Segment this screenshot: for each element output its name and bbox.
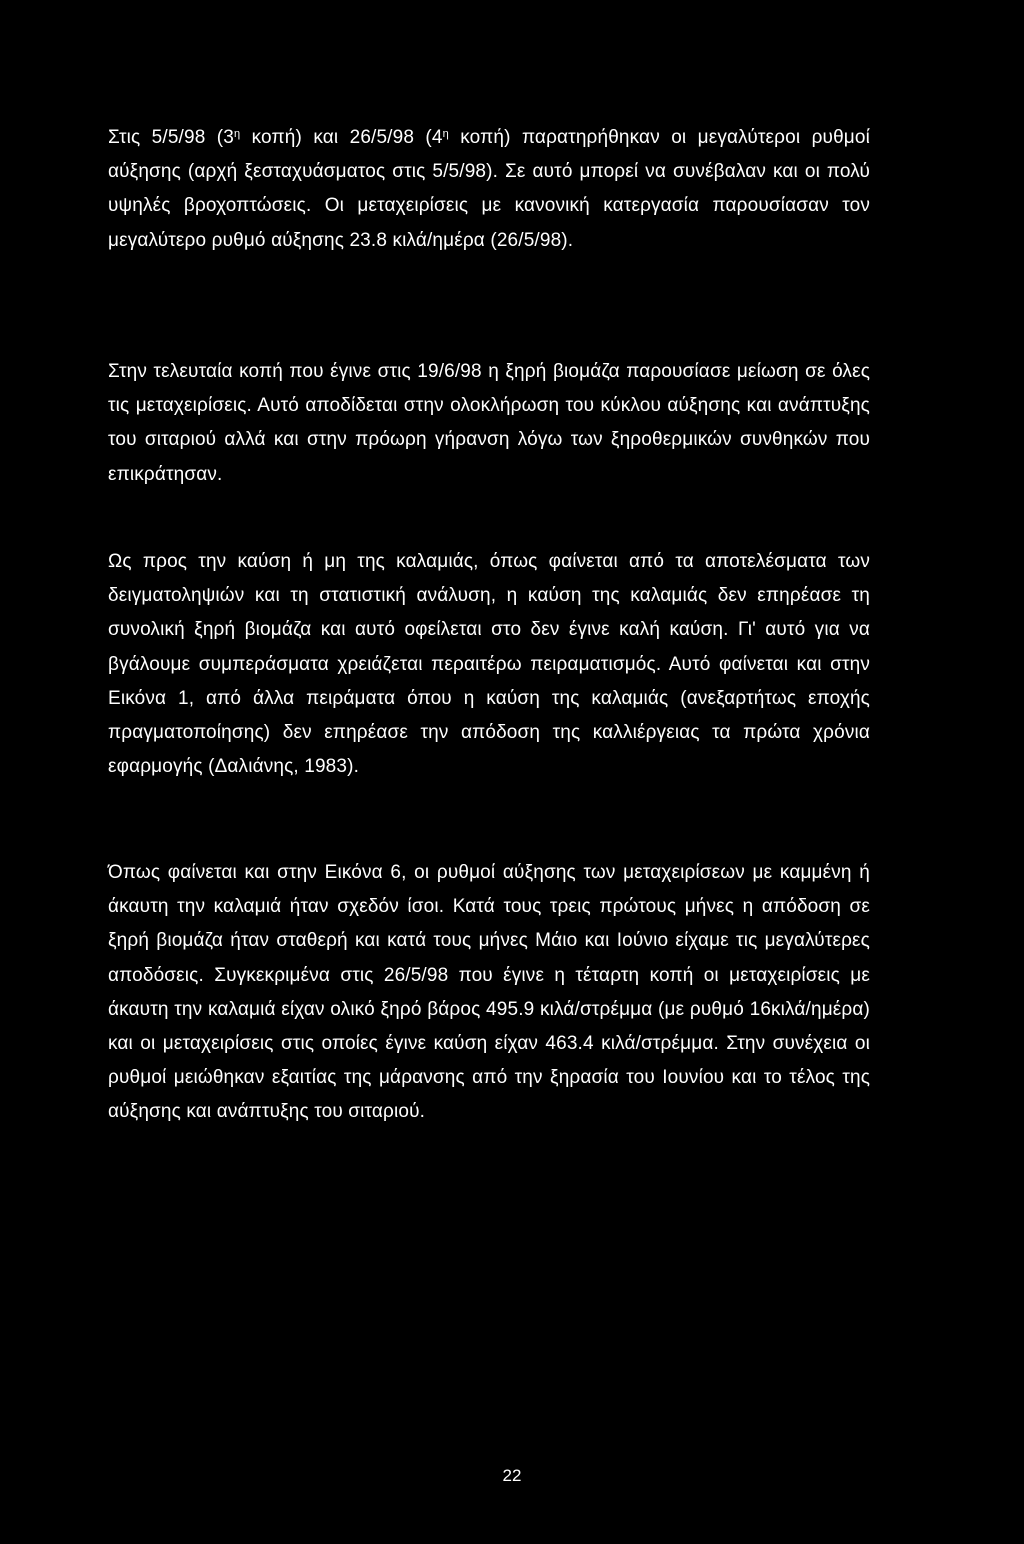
paragraph-text: κοπή) παρατηρήθηκαν οι μεγαλύτεροι ρυθμοί αύξησης (αρχή ξεσταχυάσματος στις 5/5/98). Σε αυτό μπορεί να συνέβαλαν και οι πολύ υψηλές βροχοπτώσεις. Οι μεταχειρίσεις με κανονική κατεργασία παρουσίασαν τον μεγαλύτερο ρυθμό αύξησης 23.8 κιλά/ημέρα (26/5/98). (108, 127, 870, 251)
paragraph-growth-rates (108, 121, 870, 258)
paragraph-text: Στις 5/5/98 (3 (108, 127, 234, 148)
page-number: 22 (502, 1466, 522, 1485)
paragraph-text: κοπή) και 26/5/98 (4 (240, 127, 443, 148)
paragraph-stubble-burning: Ως προς την καύση ή μη της καλαμιάς, όπως φαίνεται από τα αποτελέσματα των δειγματοληψιών και τη στατιστική ανάλυση, η καύση της καλαμιάς δεν επηρέασε τη συνολική ξηρή βιομάζα και αυτό οφείλεται στο δεν έγινε καλή καύση. Γι' αυτό για να βγάλουμε συμπεράσματα χρειάζεται περαιτέρω πειραματισμός. Αυτό φαίνεται και στην Εικόνα 1, από άλλα πειράματα όπου η καύση της καλαμιάς (ανεξαρτήτως εποχής πραγματοποίησης) δεν επηρέασε την απόδοση της καλλιέργειας τα πρώτα χρόνια εφαρμογής (Δαλιάνης, 1983). (108, 551, 870, 778)
paragraph-figure-6: Όπως φαίνεται και στην Εικόνα 6, οι ρυθμοί αύξησης των μεταχειρίσεων με καμμένη ή άκαυτη την καλαμιά ήταν σχεδόν ίσοι. Κατά τους τρεις πρώτους μήνες η απόδοση σε ξηρή βιομάζα ήταν σταθερή και κατά τους μήνες Μάιο και Ιούνιο είχαμε τις μεγαλύτερες αποδόσεις. Συγκεκριμένα στις 26/5/98 που έγινε η τέταρτη κοπή οι μεταχειρίσεις με άκαυτη την καλαμιά είχαν ολικό ξηρό βάρος 495.9 κιλά/στρέμμα (με ρυθμό 16κιλά/ημέρα) και οι μεταχειρίσεις στις οποίες έγινε καύση είχαν 463.4 κιλά/στρέμμα. Στην συνέχεια οι ρυθμοί μειώθηκαν εξαιτίας της μάρανσης από την ξηρασία του Ιουνίου και το τέλος της αύξησης και ανάπτυξης του σιταριού. (108, 862, 870, 1123)
superscript-ordinal: η (233, 128, 241, 140)
paragraph-last-cut: Στην τελευταία κοπή που έγινε στις 19/6/98 η ξηρή βιομάζα παρουσίασε μείωση σε όλες τις μεταχειρίσεις. Αυτό αποδίδεται στην ολοκλήρωση του κύκλου αύξησης και ανάπτυξης του σιταριού αλλά και στην πρόωρη γήρανση λόγω των ξηροθερμικών συνθηκών που επικράτησαν. (108, 361, 870, 485)
superscript-ordinal: η (442, 128, 449, 140)
